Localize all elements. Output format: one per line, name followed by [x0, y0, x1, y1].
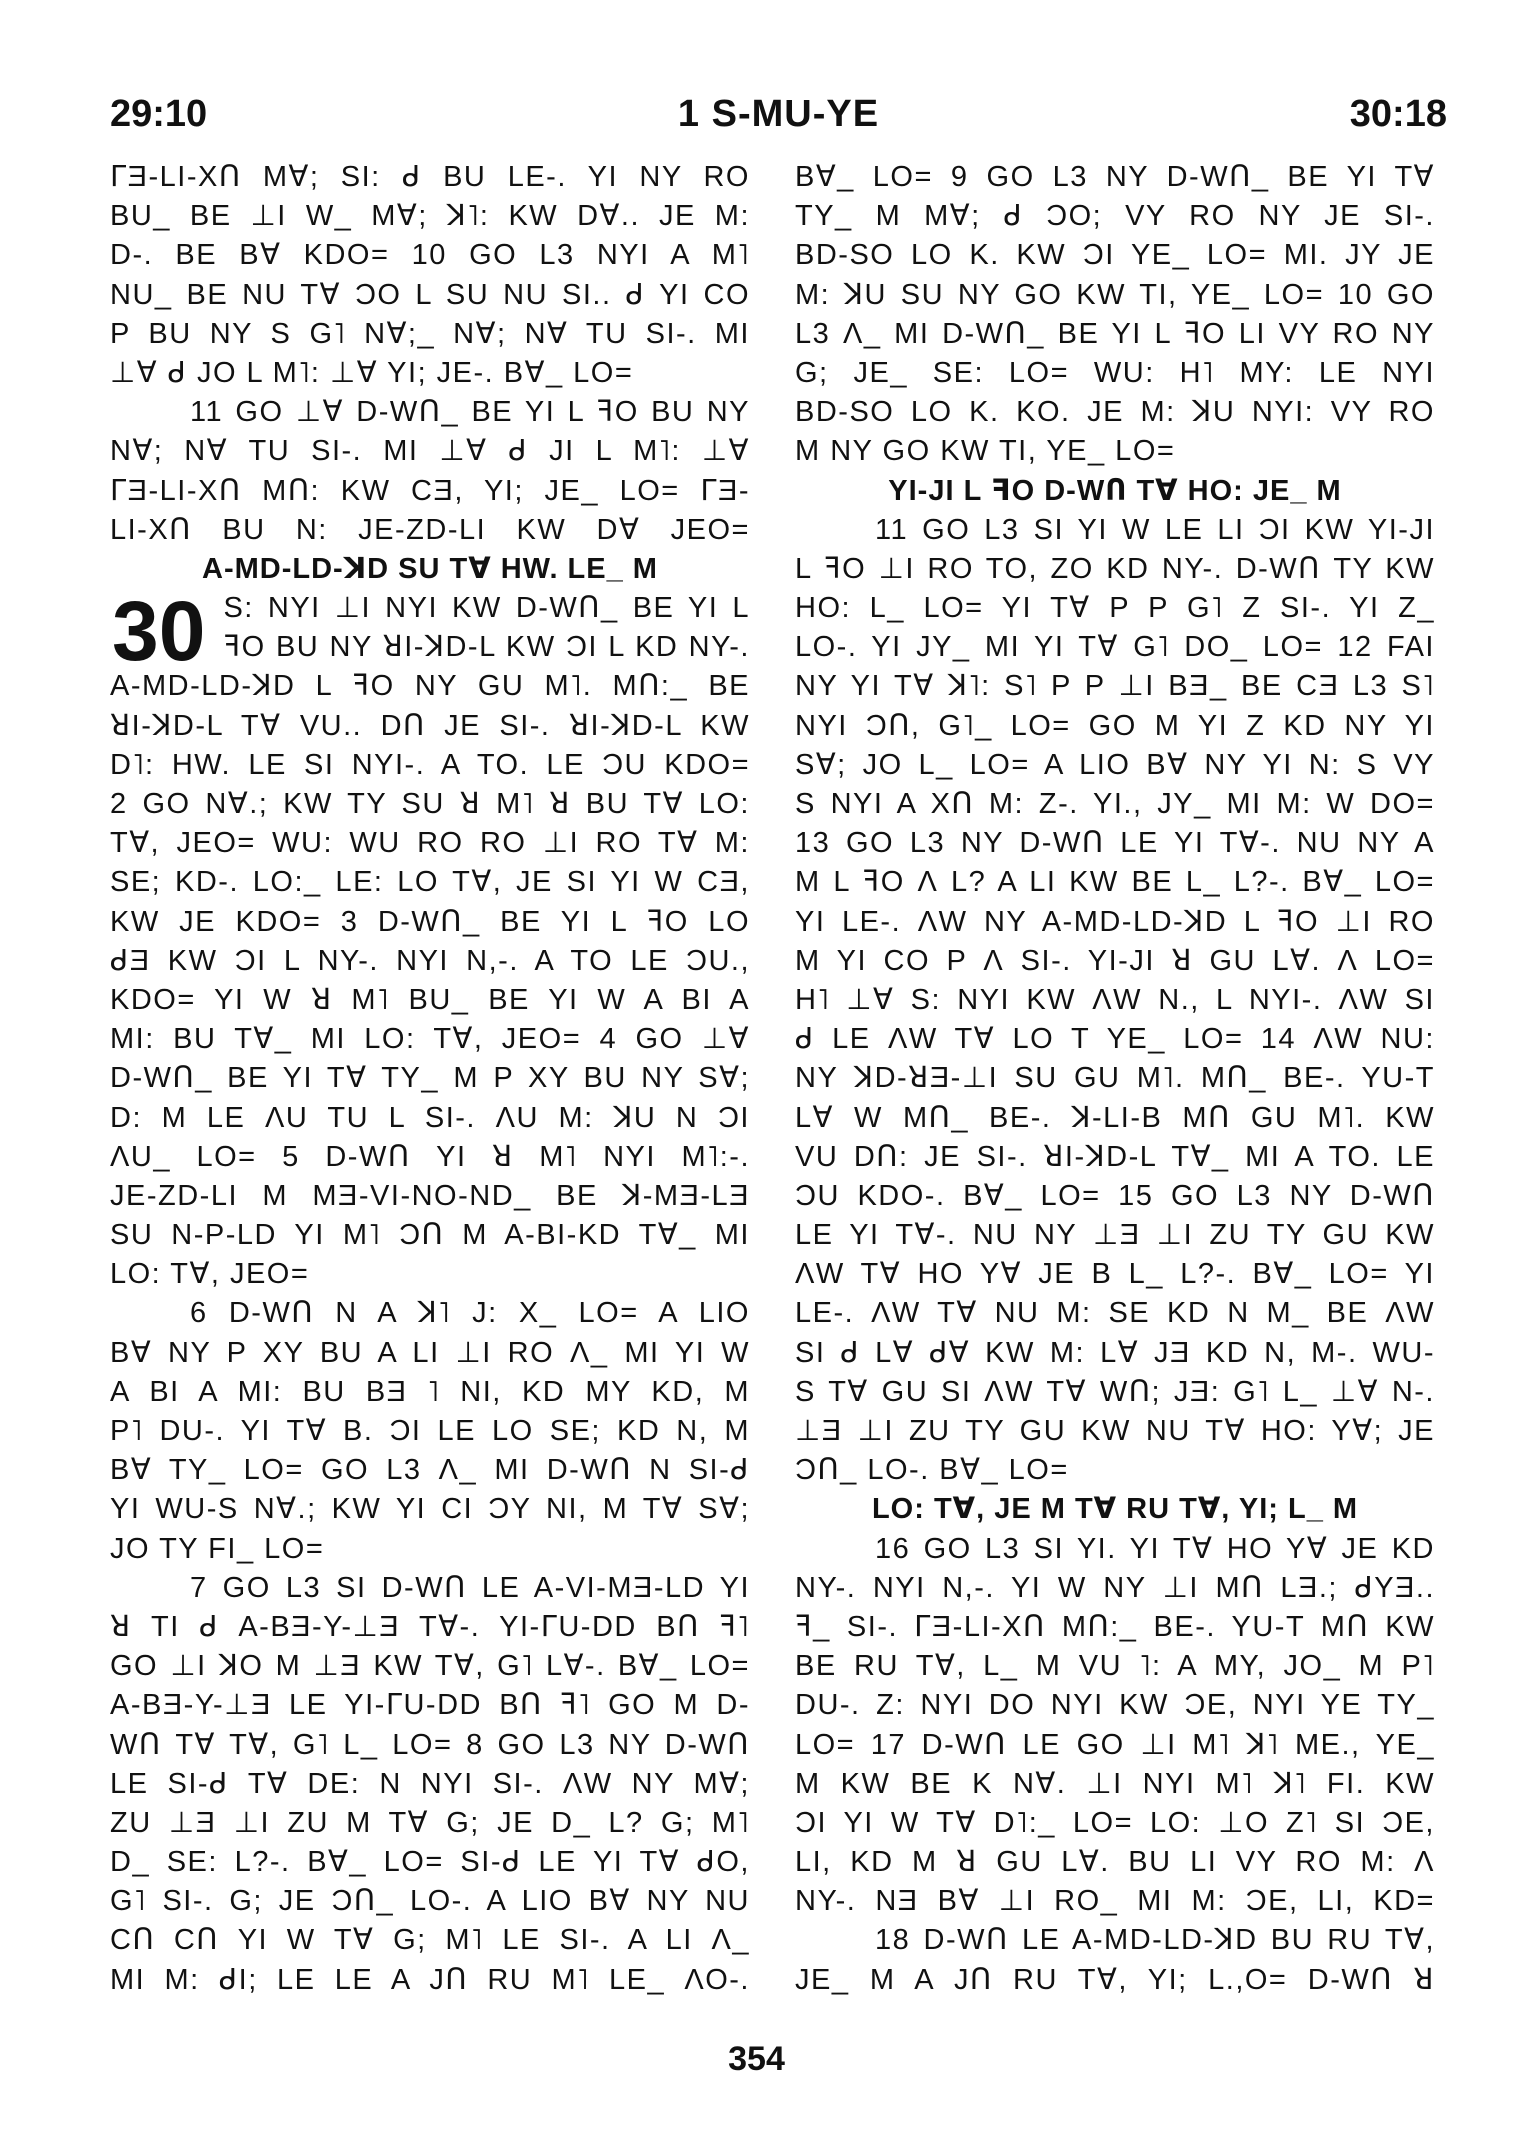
text-line: ᒥƎ-LI-XՈ MՈ: KW CƎ, YI; JE_ LO= ᒥƎ- [110, 474, 750, 507]
text-line: DU-. Z: NYI DO NYI KW ƆE, NYI YE TY_ [795, 1689, 1435, 1722]
chapter-opening [110, 589, 750, 667]
text-line: ⊥Ǝ ⊥I ZU TY GU KW NU TⱯ HO: YⱯ; JE [795, 1415, 1435, 1447]
text-line: S NYI A XՈ M: Z-. YI., JY_ MI M: W DO= [795, 788, 1435, 820]
text-line: BⱯ NY P XY BU A LI ⊥I RO Ʌ_ MI YI W [110, 1336, 750, 1369]
right-column [795, 158, 1435, 2000]
text-line: A-MD-LD-ꓘD L ꟻO NY GU M˥. MՈ:_ BE [110, 670, 750, 703]
text-line: A BI A MI: BU BƎ ˥ NI, KD MY KD, M [110, 1375, 750, 1408]
text-line: TY_ M MⱯ; ᑯ ƆO; VY RO NY JE SI-. [795, 200, 1435, 233]
text-line: ƆU KDO-. BⱯ_ LO= 15 GO L3 NY D-WՈ [795, 1179, 1435, 1212]
text-line: LE-. ɅW TⱯ NU M: SE KD N M_ BE ɅW [795, 1297, 1435, 1330]
text-line: JE-ZD-LI M MƎ-VI-NO-ND_ BE ꓘ-MƎ-LƎ [110, 1179, 750, 1212]
text-line: A-BƎ-Y-⊥Ǝ LE YI-ᒥU-DD BՈ ꟻ˥ GO M D- [110, 1689, 750, 1722]
text-line: NY YI TⱯ ꓘ˥: S˥ P P ⊥I BƎ_ BE CƎ L3 S˥ [795, 670, 1435, 703]
text-line: NY ꓘD-ꓤƎ-⊥I SU GU M˥. MՈ_ BE-. YU-T [795, 1062, 1435, 1095]
text-line: BⱯ_ LO= 9 GO L3 NY D-WՈ_ BE YI TⱯ [795, 161, 1435, 193]
text-line: S TⱯ GU SI ɅW TⱯ WՈ; JƎ: G˥ L_ ⊥Ɐ N-. [795, 1375, 1435, 1408]
text-line: WՈ TⱯ TⱯ, G˥ L_ LO= 8 GO L3 NY D-WՈ [110, 1728, 750, 1761]
text-line: ɅW TⱯ HO YⱯ JE B L_ L?-. BⱯ_ LO= YI [795, 1258, 1435, 1291]
text-line: ꓤ TI ᑯ A-BƎ-Y-⊥Ǝ TⱯ-. YI-ᒥU-DD BՈ ꟻ˥ [110, 1610, 750, 1643]
section-heading: YI-JI L ꟻO D-WՈ TⱯ HO: JE_ M [888, 474, 1342, 507]
section-heading: LO: TⱯ, JE M TⱯ RU TⱯ, YI; L_ M [871, 1493, 1359, 1526]
section-heading: A-MD-LD-ꓘD SU TⱯ HW. LE_ M [202, 552, 658, 585]
text-line: M: ꓘU SU NY GO KW TI, YE_ LO= 10 GO [795, 278, 1435, 311]
text-line: BⱯ TY_ LO= GO L3 Ʌ_ MI D-WՈ N SI-ᑯ [110, 1454, 750, 1487]
text-line: YI LE-. ɅW NY A-MD-LD-ꓘD L ꟻO ⊥I RO [795, 905, 1435, 938]
text-line: KW JE KDO= 3 D-WՈ_ BE YI L ꟻO LO [110, 905, 750, 938]
text-line: KDO= YI W ꓤ M˥ BU_ BE YI W A BI A [110, 983, 750, 1016]
text-line: LI, KD M ꓤ GU LⱯ. BU LI VY RO M: Ʌ [795, 1846, 1435, 1879]
text-line: G˥ SI-. G; JE ƆՈ_ LO-. A LIO BⱯ NY NU [110, 1885, 750, 1918]
text-line: 7 GO L3 SI D-WՈ LE A-VI-MƎ-LD YI [190, 1571, 750, 1604]
text-line: BE RU TⱯ, L_ M VU ˥: A MY, JO_ M P˥ [795, 1650, 1435, 1683]
text-line: YI WU-S NⱯ.; KW YI CI ƆY NI, M TⱯ SⱯ; [110, 1493, 750, 1526]
text-line: LE SI-ᑯ TⱯ DE: N NYI SI-. ɅW NY MⱯ; [110, 1767, 750, 1800]
page-number: 354 [728, 2040, 785, 2078]
text-line: 2 GO NⱯ.; KW TY SU ꓤ M˥ ꓤ BU TⱯ LO: [110, 788, 750, 820]
text-line: NY-. NƎ BⱯ ⊥I RO_ MI M: ƆE, LI, KD= [795, 1885, 1435, 1918]
text-line: S: NYI ⊥I NYI KW D-WՈ_ BE YI L [223, 592, 750, 625]
text-line: 13 GO L3 NY D-WՈ LE YI TⱯ-. NU NY A [795, 827, 1435, 860]
text-line: LⱯ W MՈ_ BE-. ꓘ-LI-B MՈ GU M˥. KW [795, 1101, 1435, 1134]
text-line: P˥ DU-. YI TⱯ B. ƆI LE LO SE; KD N, M [110, 1415, 750, 1447]
text-line: BU_ BE ⊥I W_ MⱯ; ꓘ˥: KW DⱯ.. JE M: [110, 200, 750, 233]
text-line: D: M LE ɅU TU L SI-. ɅU M: ꓘU N ƆI [110, 1101, 750, 1134]
text-line: ⊥Ɐ ᑯ JO L M˥: ⊥Ɐ YI; JE-. BⱯ_ LO= [110, 356, 634, 389]
header-right-reference: 30:18 [1349, 92, 1447, 135]
text-line: VU DՈ: JE SI-. ꓤI-ꓘD-L TⱯ_ MI A TO. LE [795, 1140, 1435, 1173]
header-left-reference: 29:10 [110, 92, 208, 135]
chapter-number: 30 [112, 589, 206, 668]
text-line: M NY GO KW TI, YE_ LO= [795, 435, 1176, 468]
text-line: 6 D-WՈ N A ꓘ˥ J: X_ LO= A LIO [190, 1297, 750, 1330]
text-line: 11 GO ⊥Ɐ D-WՈ_ BE YI L ꟻO BU NY [190, 396, 750, 429]
text-line: D-WՈ_ BE YI TⱯ TY_ M P XY BU NY SⱯ; [110, 1062, 750, 1095]
text-line: ƆՈ_ LO-. BⱯ_ LO= [795, 1454, 1069, 1487]
text-line: MI: BU TⱯ_ MI LO: TⱯ, JEO= 4 GO ⊥Ɐ [110, 1023, 750, 1056]
text-line: SU N-P-LD YI M˥ ƆՈ M A-BI-KD TⱯ_ MI [110, 1219, 750, 1252]
text-line: SⱯ; JO L_ LO= A LIO BⱯ NY YI N: S VY [795, 748, 1435, 781]
text-line: NY-. NYI N,-. YI W NY ⊥I MՈ LƎ.; ᑯYƎ.. [795, 1571, 1435, 1604]
text-line: ᒥƎ-LI-XՈ MⱯ; SI: ᑯ BU LE-. YI NY RO [110, 161, 750, 193]
text-line: H˥ ⊥Ɐ S: NYI KW ɅW N., L NYI-. ɅW SI [795, 983, 1435, 1016]
text-line: D_ SE: L?-. BⱯ_ LO= SI-ᑯ LE YI TⱯ ᑯO, [110, 1846, 750, 1879]
text-line: ꓤI-ꓘD-L TⱯ VU.. DՈ JE SI-. ꓤI-ꓘD-L KW [110, 709, 750, 742]
text-line: ꟻO BU NY ꓤI-ꓘD-L KW ƆI L KD NY-. [223, 631, 750, 664]
text-line: D-. BE BⱯ KDO= 10 GO L3 NYI A M˥ [110, 239, 750, 272]
text-line: ᑯƎ KW ƆI L NY-. NYI N,-. A TO LE ƆU., [110, 944, 750, 977]
text-line: NⱯ; NⱯ TU SI-. MI ⊥Ɐ ᑯ JI L M˥: ⊥Ɐ [110, 435, 750, 468]
text-line: 11 GO L3 SI YI W LE LI ƆI KW YI-JI [875, 513, 1435, 546]
text-line: M L ꟻO Ʌ L? A LI KW BE L_ L?-. BⱯ_ LO= [795, 866, 1435, 899]
text-line: CՈ CՈ YI W TⱯ G; M˥ LE SI-. A LI Ʌ_ [110, 1924, 750, 1957]
text-line: LO= 17 D-WՈ LE GO ⊥I M˥ ꓘ˥ ME., YE_ [795, 1728, 1435, 1761]
text-line: ꟻ_ SI-. ᒥƎ-LI-XՈ MՈ:_ BE-. YU-T MՈ KW [795, 1610, 1435, 1643]
text-line: BD-SO LO K. KO. JE M: ꓘU NYI: VY RO [795, 396, 1435, 429]
text-line: 18 D-WՈ LE A-MD-LD-ꓘD BU RU TⱯ, [875, 1924, 1435, 1957]
left-column [110, 158, 750, 2000]
text-line: LO-. YI JY_ MI YI TⱯ G˥ DO_ LO= 12 FAI [795, 631, 1435, 664]
text-line: SE; KD-. LO:_ LE: LO TⱯ, JE SI YI W CƎ, [110, 866, 750, 899]
text-line: 16 GO L3 SI YI. YI TⱯ HO YⱯ JE KD [875, 1532, 1435, 1565]
text-line: L3 Ʌ_ MI D-WՈ_ BE YI L ꟻO LI VY RO NY [795, 317, 1435, 350]
text-line: BD-SO LO K. KW ƆI YE_ LO= MI. JY JE [795, 239, 1435, 272]
text-line: ƆI YI W TⱯ D˥:_ LO= LO: ⊥O Z˥ SI ƆE, [795, 1806, 1435, 1839]
text-line: ZU ⊥Ǝ ⊥I ZU M TⱯ G; JE D_ L? G; M˥ [110, 1806, 750, 1839]
text-line: ɅU_ LO= 5 D-WՈ YI ꓤ M˥ NYI M˥:-. [110, 1140, 750, 1173]
text-line: M YI CO P Ʌ SI-. YI-JI ꓤ GU LⱯ. Ʌ LO= [795, 944, 1435, 977]
text-line: LE YI TⱯ-. NU NY ⊥Ǝ ⊥I ZU TY GU KW [795, 1219, 1435, 1252]
text-line: LO: TⱯ, JEO= [110, 1258, 310, 1291]
text-line: JO TY FI_ LO= [110, 1532, 325, 1565]
text-line: M KW BE K NⱯ. ⊥I NYI M˥ ꓘ˥ FI. KW [795, 1767, 1435, 1800]
text-line: LI-XՈ BU N: JE-ZD-LI KW DⱯ JEO= [110, 513, 750, 546]
text-line: JE_ M A JՈ RU TⱯ, YI; L.,O= D-WՈ ꓤ [795, 1963, 1435, 1996]
text-line: ᑯ LE ɅW TⱯ LO T YE_ LO= 14 ɅW NU: [795, 1023, 1435, 1056]
text-line: HO: L_ LO= YI TⱯ P P G˥ Z SI-. YI Z_ [795, 592, 1435, 625]
text-line: GO ⊥I ꓘO M ⊥Ǝ KW TⱯ, G˥ LⱯ-. BⱯ_ LO= [110, 1650, 750, 1683]
text-line: NYI ƆՈ, G˥_ LO= GO M YI Z KD NY YI [795, 709, 1435, 742]
text-line: NU_ BE NU TⱯ ƆO L SU NU SI.. ᑯ YI CO [110, 278, 750, 311]
text-line: L ꟻO ⊥I RO TO, ZO KD NY-. D-WՈ TY KW [795, 552, 1435, 585]
text-line: P BU NY S G˥ NⱯ;_ NⱯ; NⱯ TU SI-. MI [110, 317, 750, 350]
running-header [110, 84, 1447, 144]
text-line: MI M: ᑯI; LE LE A JՈ RU M˥ LE_ ɅO-. [110, 1963, 750, 1996]
text-line: G; JE_ SE: LO= WU: H˥ MY: LE NYI [795, 356, 1435, 389]
text-line: SI ᑯ LⱯ ᑯⱯ KW M: LⱯ JƎ KD N, M-. WU- [795, 1336, 1435, 1369]
book-title: 1 S-MU-YE [677, 92, 880, 135]
text-line: TⱯ, JEO= WU: WU RO RO ⊥I RO TⱯ M: [110, 827, 750, 860]
text-line: D˥: HW. LE SI NYI-. A TO. LE ƆU KDO= [110, 748, 750, 781]
